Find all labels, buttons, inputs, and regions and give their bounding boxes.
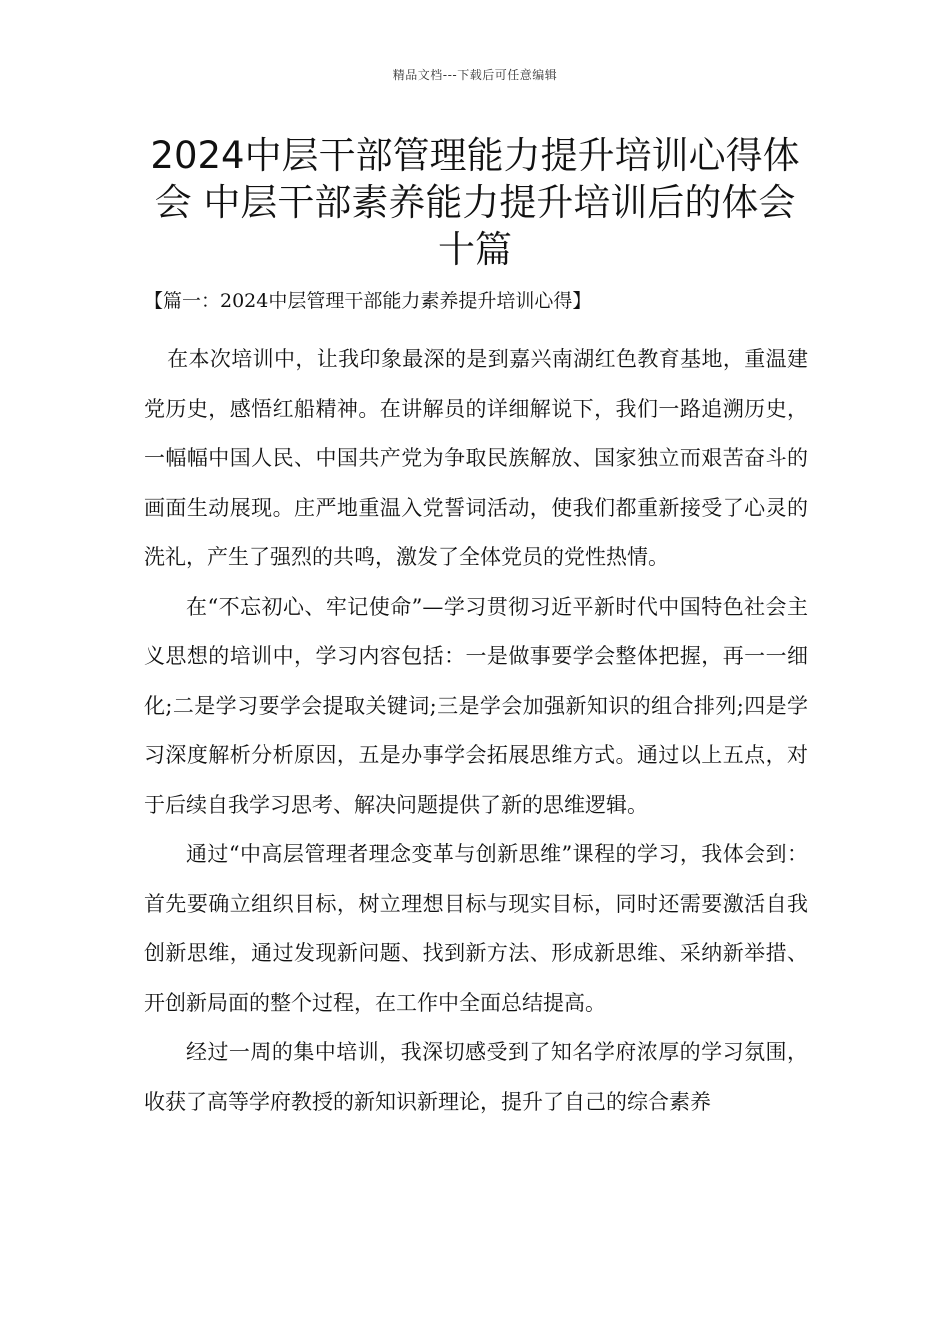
paragraph-2: 在“不忘初心、牢记使命”—学习贯彻习近平新时代中国特色社会主义思想的培训中，学习内容包括：一是做事要学会整体把握，再一一细化;二是学习要学会提取关键词;三是学会加强新知识的组合排列;四是学习深度解析分析原因，五是办事学会拓展思维方式。通过以上五点，对于后续自我学习思考、解决问题提供了新的思维逻辑。 (144, 594, 808, 817)
paragraph-4: 经过一周的集中培训，我深切感受到了知名学府浓厚的学习氛围，收获了高等学府教授的新知识新理论，提升了自己的综合素养 (144, 1040, 808, 1114)
header-note: 精品文档---下载后可任意编辑 (392, 68, 558, 82)
paragraph-1: 在本次培训中，让我印象最深的是到嘉兴南湖红色教育基地，重温建党历史，感悟红船精神。在讲解员的详细解说下，我们一路追溯历史，一幅幅中国人民、中国共产党为争取民族解放、国家独立而艰苦奋斗的画面生动展现。庄严地重温入党誓词活动，使我们都重新接受了心灵的洗礼，产生了强烈的共鸣，激发了全体党员的党性热情。 (144, 347, 808, 569)
section-heading: 【篇一：2024中层管理干部能力素养提升培训心得】 (144, 290, 592, 312)
paragraph-3: 通过“中高层管理者理念变革与创新思维”课程的学习，我体会到：首先要确立组织目标，树立理想目标与现实目标，同时还需要激活自我创新思维，通过发现新问题、找到新方法、形成新思维、采纳新举措、开创新局面的整个过程，在工作中全面总结提高。 (144, 842, 808, 1015)
document-body (144, 335, 808, 1127)
document-title: 2024中层干部管理能力提升培训心得体会 中层干部素养能力提升培训后的体会十篇 (150, 134, 800, 271)
